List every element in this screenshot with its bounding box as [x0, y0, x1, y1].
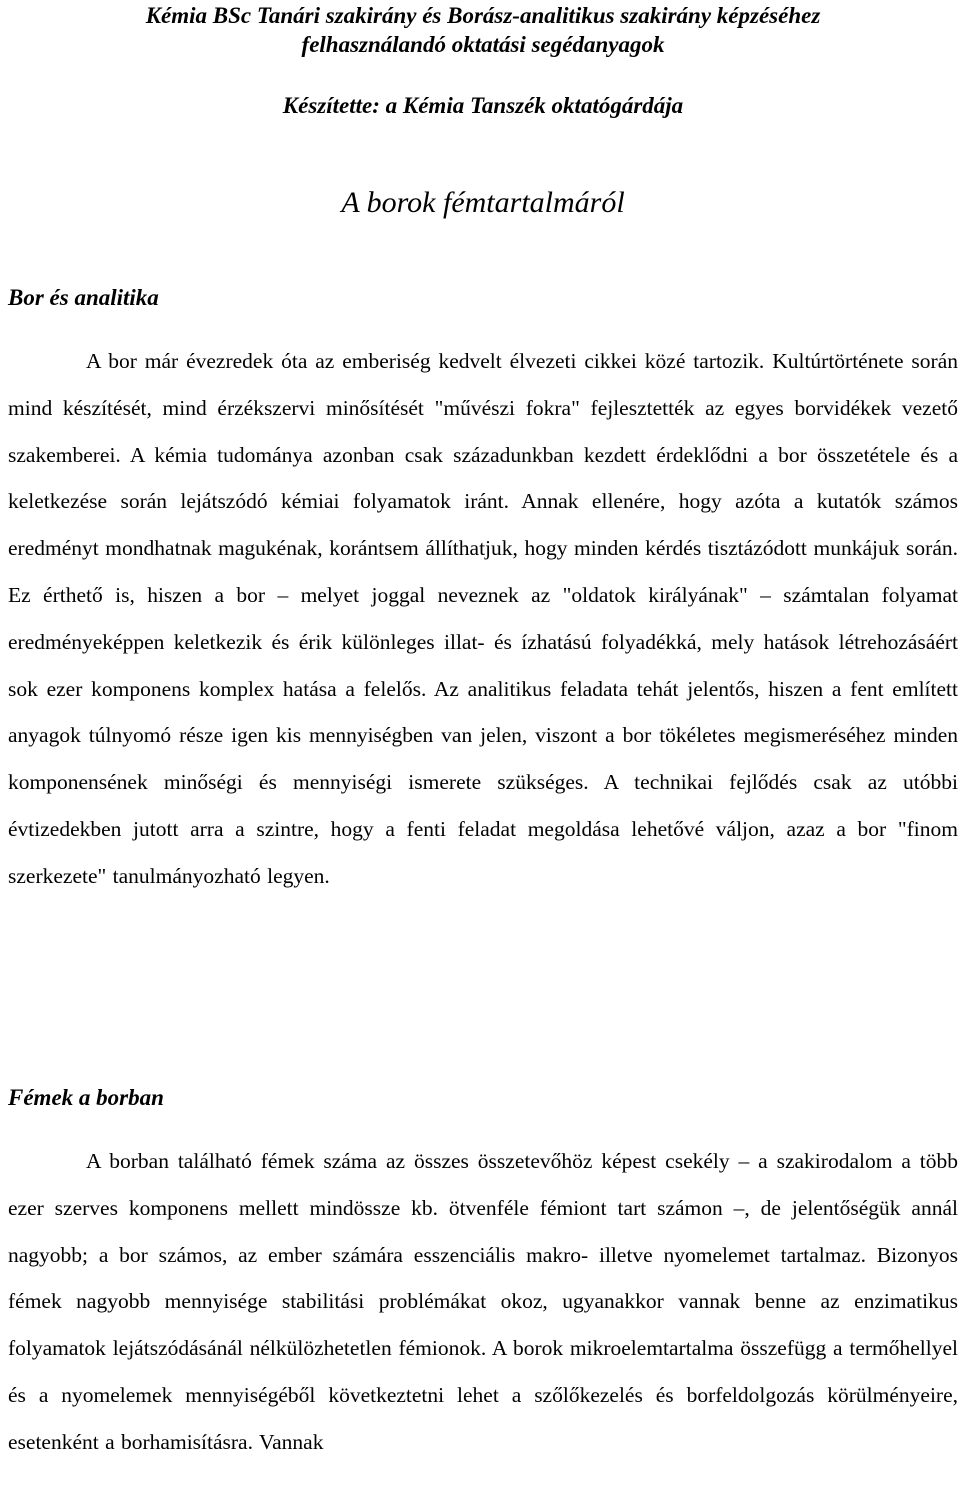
document-title: A borok fémtartalmáról: [341, 186, 625, 219]
section-paragraph-femek-a-borban: A borban található fémek száma az összes összetevőhöz képest csekély – a szakirodalom a több ezer szerves komponens mellett mindössze kb. ötvenféle fémiont tart számon –, de jelentőségük annál nagyobb; a bor számos, az ember számára esszenciális makro- illetve nyomelemet tartalmaz. Bizonyos fémek nagyobb mennyisége stabilitási problémákat okoz, ugyanakkor vannak benne az enzimatikus folyamatok lejátszódásánál nélkülözhetetlen fémionok. A borok mikroelemtartalma összefügg a termőhellyel és a nyomelemek mennyiségéből következtetni lehet a szőlőkezelés és borfeldolgozás körülményeire, esetenként a borhamisításra. Vannak: [8, 1149, 958, 1454]
section-heading-bor-es-analitika: Bor és analitika: [8, 285, 159, 310]
document-page: [8, 0, 958, 1507]
section-heading-femek-a-borban: Fémek a borban: [8, 1085, 164, 1110]
header-author-line: Készítette: a Kémia Tanszék oktatógárdája: [282, 93, 684, 118]
header-subtitle-line: felhasználandó oktatási segédanyagok: [301, 32, 665, 57]
header-course-line: Kémia BSc Tanári szakirány és Borász-analitikus szakirány képzéséhez: [145, 3, 821, 28]
section-paragraph-bor-es-analitika: A bor már évezredek óta az emberiség kedvelt élvezeti cikkei közé tartozik. Kultúrtörténete során mind készítését, mind érzékszervi minősítését "művészi fokra" fejlesztették az egyes borvidékek vezető szakemberei. A kémia tudománya azonban csak századunkban kezdett érdeklődni a bor összetétele és a keletkezése során lejátszódó kémiai folyamatok iránt. Annak ellenére, hogy azóta a kutatók számos eredményt mondhatnak magukénak, korántsem állíthatjuk, hogy minden kérdés tisztázódott munkájuk során. Ez érthető is, hiszen a bor – melyet joggal neveznek az "oldatok királyának" – számtalan folyamat eredményeképpen keletkezik és érik különleges illat- és ízhatású folyadékká, mely hatások létrehozásáért sok ezer komponens komplex hatása a felelős. Az analitikus feladata tehát jelentős, hiszen a fent említett anyagok túlnyomó része igen kis mennyiségben van jelen, viszont a bor tökéletes megismeréséhez minden komponensének minőségi és mennyiségi ismerete szükséges. A technikai fejlődés csak az utóbbi évtizedekben jutott arra a szintre, hogy a fenti feladat megoldása lehetővé váljon, azaz a bor "finom szerkezete" tanulmányozható legyen.: [8, 349, 958, 888]
